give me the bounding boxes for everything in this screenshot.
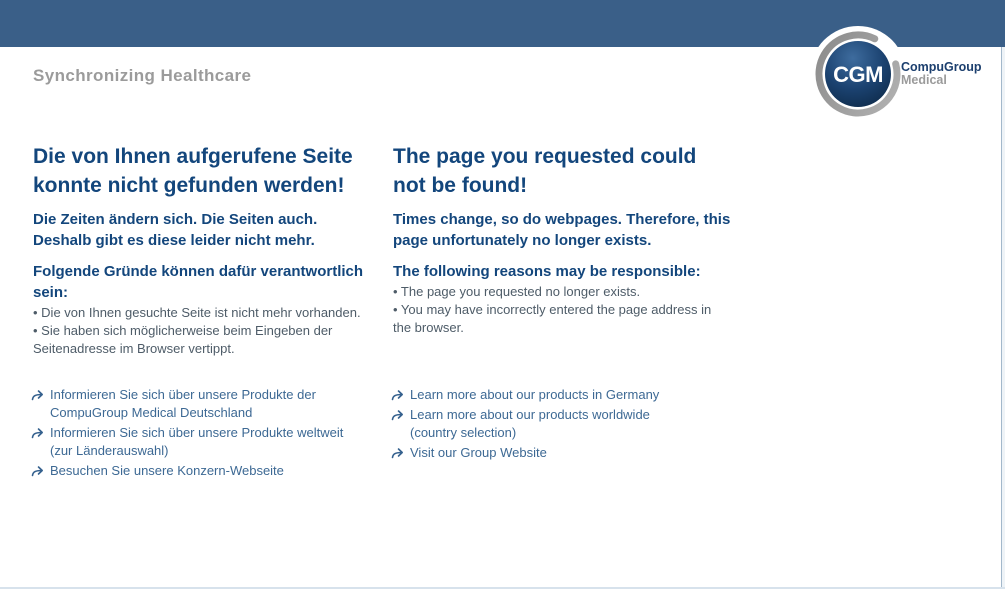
link-label: Informieren Sie sich über unsere Produkte der CompuGroup Medical Deutschland <box>50 387 316 420</box>
reasons-list-de: • Die von Ihnen gesuchte Seite ist nicht mehr vorhanden. • Sie haben sich möglicherweise beim Eingeben der Seitenadresse im Browser vertippt. <box>33 305 361 356</box>
arrow-icon <box>391 389 404 401</box>
arrow-icon <box>391 409 404 421</box>
tagline: Synchronizing Healthcare <box>33 66 252 85</box>
subtitle-de: Die Zeiten ändern sich. Die Seiten auch. Deshalb gibt es diese leider nicht mehr. <box>33 211 318 249</box>
page-title-de: Die von Ihnen aufgerufene Seite konnte nicht gefunden werden! <box>33 145 353 197</box>
link-products-germany-en[interactable] <box>391 386 721 404</box>
cgm-monogram: CGM <box>833 62 883 87</box>
english-column <box>393 142 738 337</box>
reasons-heading-en: The following reasons may be responsible: <box>393 263 701 280</box>
arrow-icon <box>31 427 44 439</box>
link-label: Visit our Group Website <box>410 445 547 460</box>
link-products-worldwide-de[interactable] <box>31 424 361 460</box>
cgm-logo[interactable] <box>805 21 1005 127</box>
logo-company-name: CompuGroup <box>901 60 982 74</box>
reasons-heading-de: Folgende Gründe können dafür verantwortlich sein: <box>33 263 364 301</box>
link-label: Learn more about our products worldwide (country selection) <box>410 407 650 440</box>
english-links <box>391 386 721 464</box>
logo-wordmark <box>901 61 982 87</box>
link-products-worldwide-en[interactable] <box>391 406 721 442</box>
link-label: Informieren Sie sich über unsere Produkte weltweit (zur Länderauswahl) <box>50 425 344 458</box>
link-group-website-en[interactable] <box>391 444 721 462</box>
german-links <box>31 386 361 482</box>
arrow-icon <box>391 447 404 459</box>
subtitle-en: Times change, so do webpages. Therefore, this page unfortunately no longer exists. <box>393 211 731 249</box>
arrow-icon <box>31 465 44 477</box>
arrow-icon <box>31 389 44 401</box>
logo-division-name: Medical <box>901 73 947 87</box>
german-column <box>33 142 366 358</box>
cgm-globe-icon <box>805 21 911 127</box>
link-label: Besuchen Sie unsere Konzern-Webseite <box>50 463 284 478</box>
link-label: Learn more about our products in Germany <box>410 387 660 402</box>
page-title-en: The page you requested could not be found! <box>393 145 697 197</box>
reasons-list-en: • The page you requested no longer exists. • You may have incorrectly entered the page address in the browser. <box>393 284 712 335</box>
link-products-germany-de[interactable] <box>31 386 361 422</box>
link-group-website-de[interactable] <box>31 462 361 480</box>
